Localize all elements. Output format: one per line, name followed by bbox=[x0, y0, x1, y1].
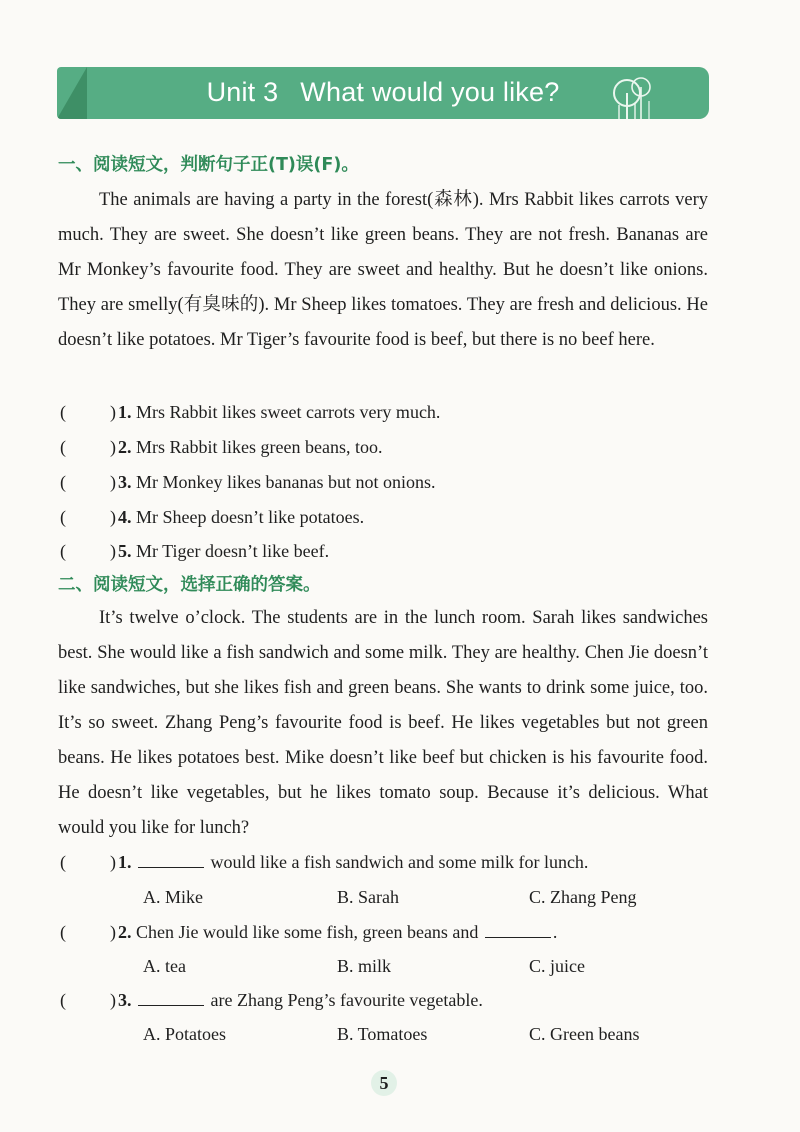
option-b: B. Sarah bbox=[337, 887, 399, 907]
answer-blank bbox=[485, 921, 551, 938]
mc-question-3 bbox=[58, 987, 708, 1013]
question-number: 3. bbox=[118, 990, 132, 1010]
answer-paren-open: ( bbox=[60, 472, 66, 492]
question-text: Mr Tiger doesn’t like beef. bbox=[136, 541, 330, 561]
answer-paren-open: ( bbox=[60, 507, 66, 527]
tf-question-2 bbox=[58, 434, 708, 460]
section2-passage bbox=[58, 601, 708, 846]
tf-question-4 bbox=[58, 504, 708, 530]
unit-name: What would you like? bbox=[300, 77, 560, 107]
page-number: 5 bbox=[371, 1070, 397, 1096]
question-text: are Zhang Peng’s favourite vegetable. bbox=[206, 990, 483, 1010]
unit-title-banner bbox=[57, 67, 709, 119]
question-number: 1. bbox=[118, 852, 132, 872]
question-number: 2. bbox=[118, 437, 132, 457]
question-number: 1. bbox=[118, 402, 132, 422]
option-a: A. Potatoes bbox=[143, 1024, 226, 1044]
answer-paren-close: ) bbox=[110, 852, 116, 872]
answer-paren-close: ) bbox=[110, 507, 116, 527]
answer-paren-close: ) bbox=[110, 990, 116, 1010]
option-c: C. Green beans bbox=[529, 1024, 640, 1044]
answer-paren-close: ) bbox=[110, 922, 116, 942]
section1-passage bbox=[58, 183, 708, 358]
question-text: Mr Monkey likes bananas but not onions. bbox=[136, 472, 436, 492]
mc-options-1 bbox=[0, 884, 800, 910]
answer-paren-open: ( bbox=[60, 541, 66, 561]
answer-paren-close: ) bbox=[110, 541, 116, 561]
answer-paren-close: ) bbox=[110, 402, 116, 422]
tf-question-3 bbox=[58, 469, 708, 495]
option-a: A. tea bbox=[143, 956, 186, 976]
answer-paren-close: ) bbox=[110, 472, 116, 492]
answer-blank bbox=[138, 989, 204, 1006]
option-c: C. juice bbox=[529, 956, 585, 976]
question-text: Mr Sheep doesn’t like potatoes. bbox=[136, 507, 365, 527]
tf-question-1 bbox=[58, 399, 708, 425]
mc-options-2 bbox=[0, 953, 800, 979]
answer-paren-open: ( bbox=[60, 922, 66, 942]
answer-blank bbox=[138, 851, 204, 868]
question-number: 3. bbox=[118, 472, 132, 492]
mc-question-2 bbox=[58, 919, 708, 945]
question-text: would like a fish sandwich and some milk for lunch. bbox=[206, 852, 589, 872]
question-text: Mrs Rabbit likes green beans, too. bbox=[136, 437, 383, 457]
option-c: C. Zhang Peng bbox=[529, 887, 637, 907]
answer-paren-open: ( bbox=[60, 402, 66, 422]
question-end: . bbox=[552, 922, 558, 942]
mc-question-1 bbox=[58, 849, 708, 875]
answer-paren-open: ( bbox=[60, 437, 66, 457]
option-b: B. milk bbox=[337, 956, 392, 976]
unit-label: Unit 3 bbox=[206, 77, 279, 107]
section1-heading: 一、阅读短文，判断句子正(T)误(F)。 bbox=[58, 155, 359, 175]
question-text: Chen Jie would like some fish, green beans and bbox=[131, 922, 483, 942]
question-number: 5. bbox=[118, 541, 132, 561]
section2-heading: 二、阅读短文，选择正确的答案。 bbox=[58, 575, 321, 595]
question-number: 2. bbox=[118, 922, 132, 942]
option-b: B. Tomatoes bbox=[337, 1024, 428, 1044]
mc-options-3 bbox=[0, 1021, 800, 1047]
tf-question-5 bbox=[58, 538, 708, 564]
section2-passage-text: It’s twelve o’clock. The students are in the lunch room. Sarah likes sandwiches best. She would like a fish sandwich and some milk. They are healthy. Chen Jie doesn’t like sandwiches, but she likes fish and green beans. She wants to drink some juice, too. It’s so sweet. Zhang Peng’s favourite food is beef. He likes vegetables but not green beans. He likes potatoes best. Mike doesn’t like beef but chicken is his favourite food. He doesn’t like vegetables, but he likes tomato soup. Because it’s delicious. What would you like for lunch? bbox=[58, 608, 708, 838]
option-a: A. Mike bbox=[143, 887, 203, 907]
question-number: 4. bbox=[118, 507, 132, 527]
tree-icon bbox=[605, 73, 659, 119]
answer-paren-open: ( bbox=[60, 852, 66, 872]
question-text: Mrs Rabbit likes sweet carrots very much. bbox=[136, 402, 441, 422]
answer-paren-close: ) bbox=[110, 437, 116, 457]
answer-paren-open: ( bbox=[60, 990, 66, 1010]
section1-passage-text: The animals are having a party in the forest(森林). Mrs Rabbit likes carrots very much. They are sweet. She doesn’t like green beans. They are not fresh. Bananas are Mr Monkey’s favourite food. They are sweet and healthy. But he doesn’t like onions. They are smelly(有臭味的). Mr Sheep likes tomatoes. They are fresh and delicious. He doesn’t like potatoes. Mr Tiger’s favourite food is beef, but there is no beef here. bbox=[58, 190, 708, 350]
